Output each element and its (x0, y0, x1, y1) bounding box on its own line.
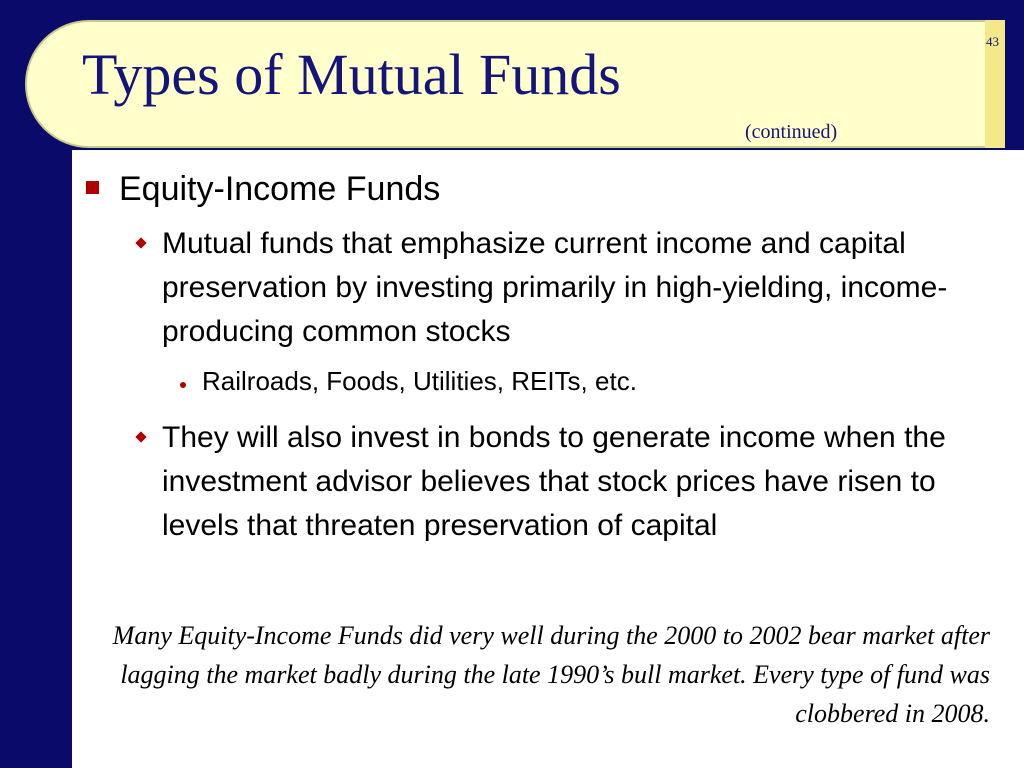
italic-note: Many Equity-Income Funds did very well during the 2000 to 2002 bear market after lagging the market badly during the late 1990’s bull market. Every type of fund was clobbered in 2008. (112, 621, 990, 728)
sub-bullet-2: They will also invest in bonds to generate income when the investment advisor believes that stock prices have risen to levels that threaten preservation of capital (162, 421, 946, 542)
sub-bullet-1: Mutual funds that emphasize current income and capital preservation by investing primarily in high-yielding, income-producing common stocks (162, 227, 948, 348)
square-bullet-icon (86, 181, 99, 194)
dot-bullet-icon (180, 382, 186, 388)
slide-title: Types of Mutual Funds (82, 42, 621, 107)
slide-content (0, 150, 1024, 768)
diamond-bullet-icon (135, 237, 146, 248)
slide-number: 43 (986, 34, 999, 49)
diamond-bullet-icon (135, 431, 146, 442)
main-bullet: Equity-Income Funds (119, 170, 441, 208)
slide-subtitle: (continued) (745, 121, 838, 143)
sub-sub-bullet: Railroads, Foods, Utilities, REITs, etc. (202, 366, 637, 396)
